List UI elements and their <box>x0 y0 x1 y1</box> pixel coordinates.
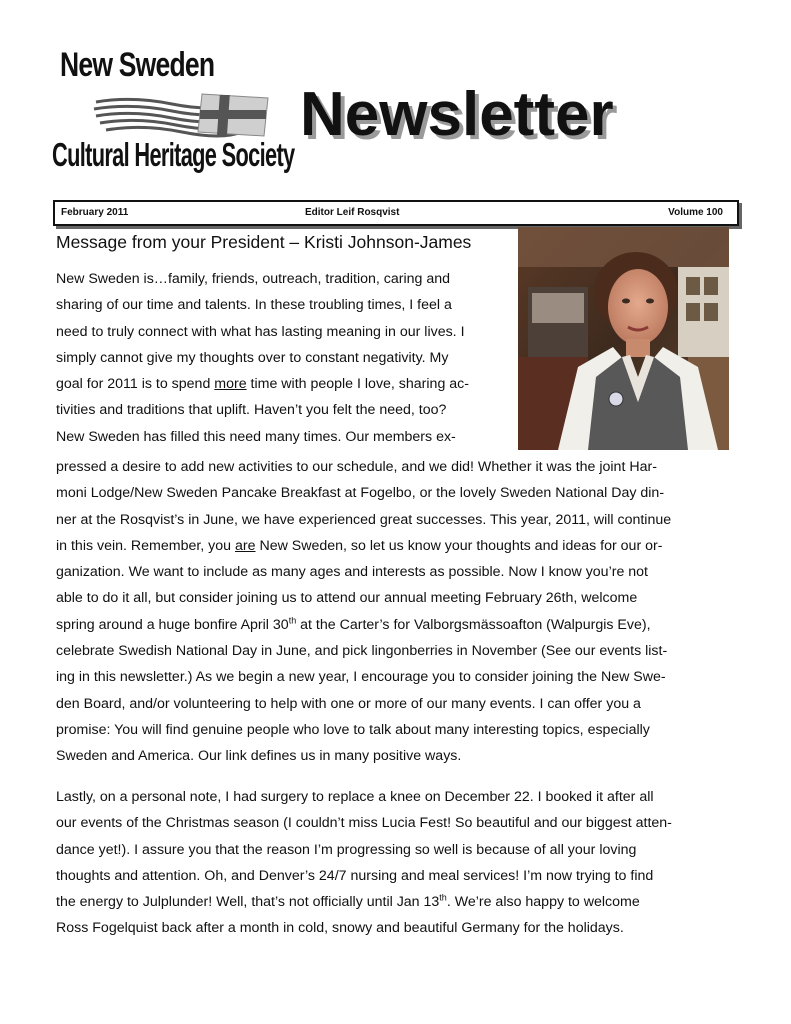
paragraph-line: tivities and traditions that uplift. Haven’t you felt the need, too? <box>56 402 447 419</box>
paragraph-line: ner at the Rosqvist’s in June, we have experienced great successes. This year, 2011, will continue <box>56 511 672 528</box>
ordinal-suffix: th <box>288 615 297 626</box>
paragraph-line: New Sweden has filled this need many times. Our members ex- <box>56 428 456 445</box>
text-run: in this vein. Remember, you <box>56 537 235 554</box>
flag-emblem-icon <box>92 92 272 138</box>
logo-title-line2: Cultural Heritage Society <box>52 136 295 173</box>
emphasized-word: are <box>235 537 256 554</box>
text-run: New Sweden, so let us know your thoughts and ideas for our or- <box>255 537 663 554</box>
paragraph-line: ganization. We want to include as many ages and interests as possible. Now I know you’re not <box>56 564 648 581</box>
paragraph-line: Ross Fogelquist back after a month in cold, snowy and beautiful Germany for the holidays. <box>56 920 624 937</box>
paragraph-line: simply cannot give my thoughts over to constant negativity. My <box>56 349 449 366</box>
text-run: . We’re also happy to welcome <box>446 894 640 911</box>
society-logo <box>52 46 295 196</box>
emphasized-word: more <box>214 376 247 393</box>
paragraph-line: pressed a desire to add new activities to our schedule, and we did! Whether it was the joint Har- <box>56 459 657 475</box>
paragraph-line: able to do it all, but consider joining us to attend our annual meeting February 26th, welcome <box>56 590 638 607</box>
editor-credit: Editor Leif Rosqvist <box>305 207 400 218</box>
president-photo <box>518 227 729 450</box>
issue-date: February 2011 <box>61 207 129 218</box>
paragraph-line: Lastly, on a personal note, I had surgery to replace a knee on December 22. I booked it after all <box>56 789 654 805</box>
text-run: goal for 2011 is to spend <box>56 376 215 393</box>
logo-title-line1: New Sweden <box>60 46 215 84</box>
portrait-image <box>518 227 729 450</box>
paragraph-line: New Sweden is…family, friends, outreach, tradition, caring and <box>56 271 451 287</box>
paragraph-line: promise: You will find genuine people who love to talk about many interesting topics, especially <box>56 721 650 738</box>
paragraph-line <box>56 371 508 397</box>
volume-number: Volume 100 <box>668 207 723 218</box>
paragraph-line: moni Lodge/New Sweden Pancake Breakfast at Fogelbo, or the lovely Sweden National Day din- <box>56 485 665 502</box>
text-run: spring around a huge bonfire April 30 <box>56 616 289 633</box>
paragraph-line: Sweden and America. Our link defines us in many positive ways. <box>56 748 462 765</box>
article-paragraph-1-top <box>56 266 508 450</box>
article-paragraph-2 <box>56 784 738 942</box>
paragraph-line <box>56 533 738 559</box>
paragraph-line: need to truly connect with what has lasting meaning in our lives. I <box>56 323 465 340</box>
paragraph-line: thoughts and attention. Oh, and Denver’s 24/7 nursing and meal services! I’m now trying to find <box>56 867 654 884</box>
article-paragraph-1-bottom <box>56 454 738 770</box>
paragraph-line: dance yet!). I assure you that the reason I’m progressing so well is because of all your loving <box>56 841 637 858</box>
paragraph-line: our events of the Christmas season (I couldn’t miss Lucia Fest! So beautiful and our biggest atten- <box>56 815 672 832</box>
paragraph-line: sharing of our time and talents. In these troubling times, I feel a <box>56 297 452 314</box>
paragraph-line: ing in this newsletter.) As we begin a new year, I encourage you to consider joining the New Swe- <box>56 669 666 686</box>
text-run: at the Carter’s for Valborgsmässoafton (Walpurgis Eve), <box>296 616 651 633</box>
paragraph-line <box>56 612 738 638</box>
text-run: the energy to Julplunder! Well, that’s not officially until Jan 13 <box>56 894 440 911</box>
paragraph-line <box>56 889 738 915</box>
ordinal-suffix: th <box>439 892 447 903</box>
paragraph-line: celebrate Swedish National Day in June, and pick lingonberries in November (See our events list- <box>56 643 668 660</box>
masthead-title: Newsletter <box>300 80 614 149</box>
article-heading: Message from your President – Kristi Johnson-James <box>56 232 472 252</box>
paragraph-line: den Board, and/or volunteering to help with one or more of our many events. I can offer you a <box>56 695 641 712</box>
issue-info-bar <box>53 200 739 226</box>
text-run: time with people I love, sharing ac- <box>246 376 469 393</box>
